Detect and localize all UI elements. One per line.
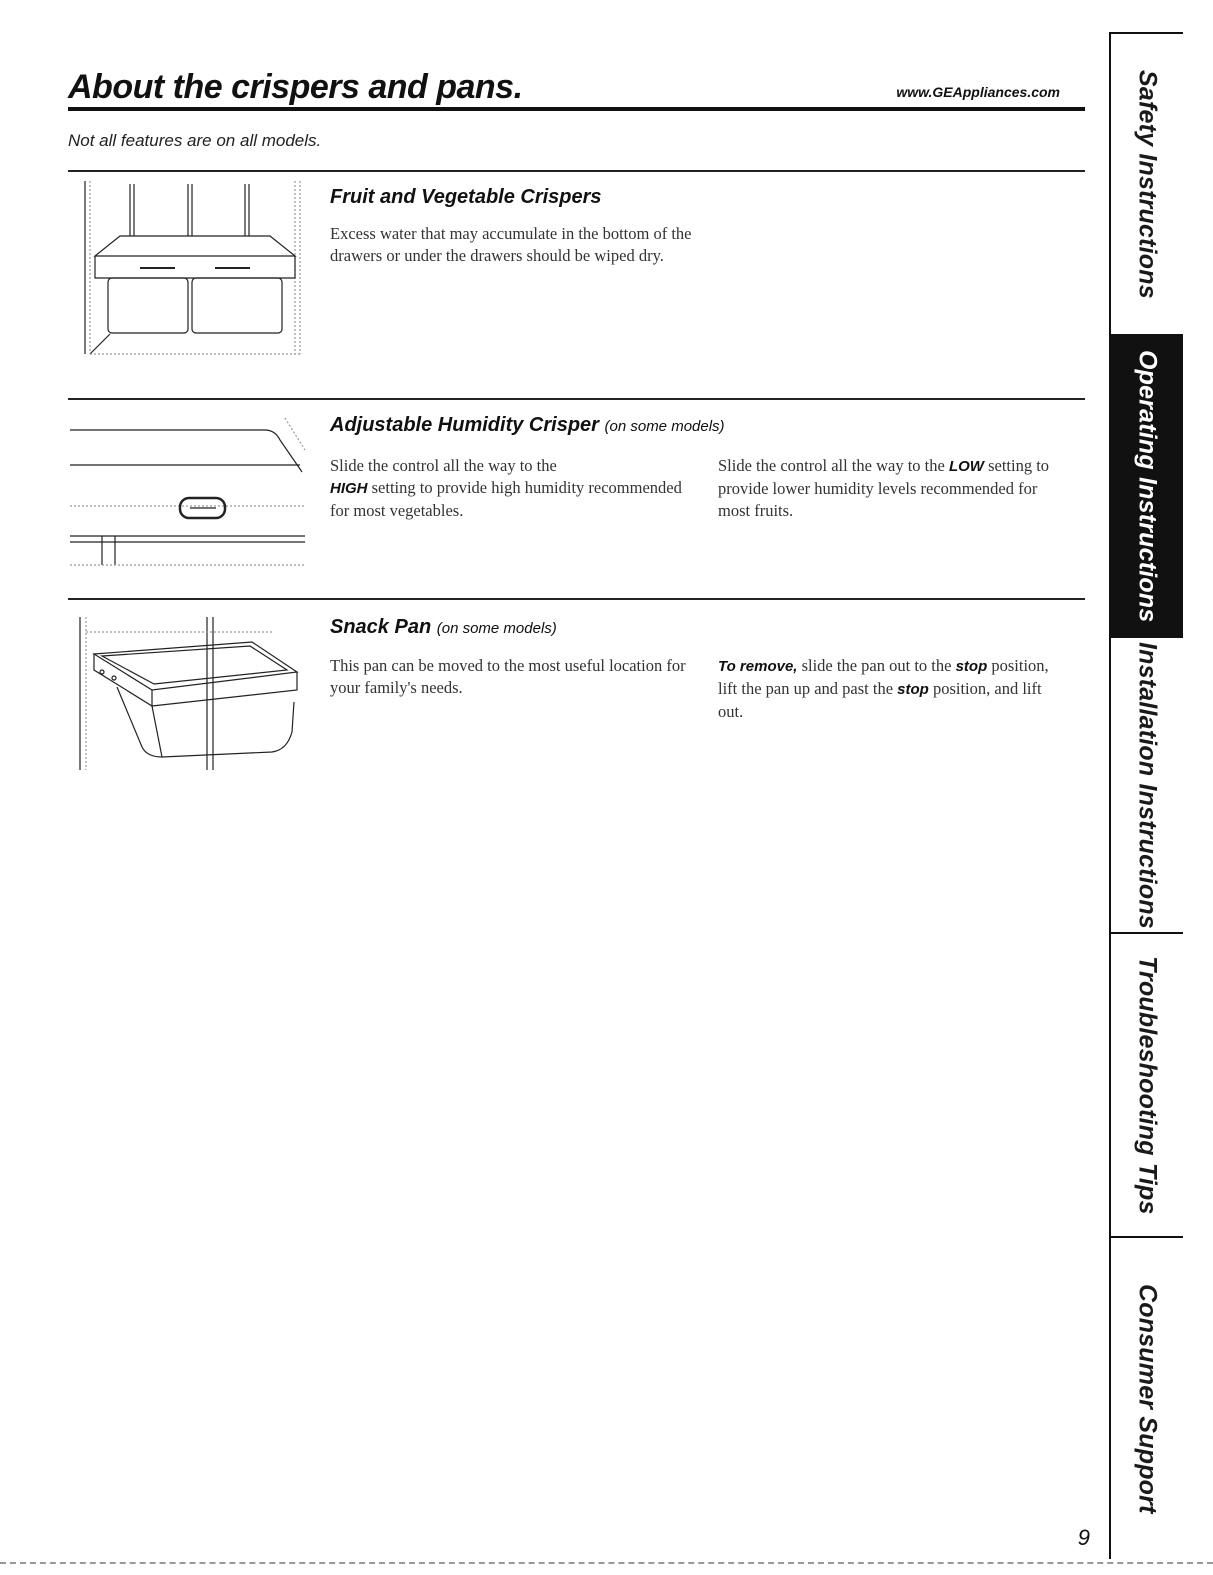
section-tabs — [1109, 32, 1183, 1559]
tab-operating-instructions[interactable] — [1111, 336, 1183, 638]
high-setting-label: HIGH — [330, 480, 368, 497]
snack-pan-removal-text — [718, 655, 1068, 723]
humidity-high-text — [330, 455, 690, 522]
tab-troubleshooting-tips[interactable] — [1111, 934, 1183, 1238]
website-url: www.GEAppliances.com — [896, 84, 1060, 100]
humidity-low-post: setting to provide lower humidity levels recommended for most fruits. — [718, 456, 1050, 520]
tab-label: Operating Instructions — [1133, 349, 1162, 623]
removal-text-c: position, and lift out. — [718, 679, 1042, 721]
tab-label: Consumer Support — [1133, 1283, 1162, 1514]
snack-pan-title: Snack Pan — [330, 616, 432, 638]
tab-consumer-support[interactable] — [1111, 1238, 1183, 1559]
section-body-fruit-vegetable: Excess water that may accumulate in the bottom of the drawers or under the drawers should be wiped dry. — [330, 224, 692, 265]
section-title-snack-pan — [330, 616, 557, 639]
to-remove-label: To remove, — [718, 658, 798, 675]
humidity-high-post: setting to provide high humidity recommended for most vegetables. — [330, 478, 682, 520]
header-rule — [68, 107, 1085, 111]
stop-label: stop — [897, 681, 929, 698]
snack-pan-body: This pan can be moved to the most useful location for your family's needs. — [330, 656, 686, 697]
humidity-low-pre: Slide the control all the way to the — [718, 456, 945, 475]
low-setting-label: LOW — [948, 458, 984, 475]
humidity-crisper-title: Adjustable Humidity Crisper — [330, 414, 599, 436]
tab-installation-instructions[interactable] — [1111, 638, 1183, 934]
removal-text-b: position, lift the pan up and past the — [718, 656, 1049, 698]
humidity-low-text — [718, 455, 1058, 522]
availability-note: (on some models) — [436, 620, 557, 637]
stop-label: stop — [955, 658, 988, 675]
tab-label: Troubleshooting Tips — [1133, 955, 1162, 1215]
footer-rule — [0, 1562, 1213, 1566]
tab-label: Installation Instructions — [1133, 641, 1162, 929]
tab-label: Safety Instructions — [1133, 69, 1162, 299]
removal-text-a: slide the pan out to the — [801, 656, 952, 675]
tab-safety-instructions[interactable] — [1111, 34, 1183, 336]
humidity-high-pre: Slide the control all the way to the — [330, 456, 557, 475]
section-divider — [68, 598, 1085, 600]
section-divider — [68, 170, 1085, 172]
availability-note: (on some models) — [604, 418, 725, 435]
section-title-humidity-crisper — [330, 414, 725, 437]
section-divider — [68, 398, 1085, 400]
crisper-drawers-illustration — [70, 176, 315, 358]
snack-pan-illustration — [72, 612, 312, 772]
page-subtitle: Not all features are on all models. — [68, 131, 322, 150]
page-title: About the crispers and pans. — [68, 68, 523, 106]
section-title-fruit-vegetable: Fruit and Vegetable Crispers — [330, 186, 602, 208]
page-number: 9 — [1077, 1525, 1090, 1550]
humidity-control-illustration — [70, 410, 315, 570]
